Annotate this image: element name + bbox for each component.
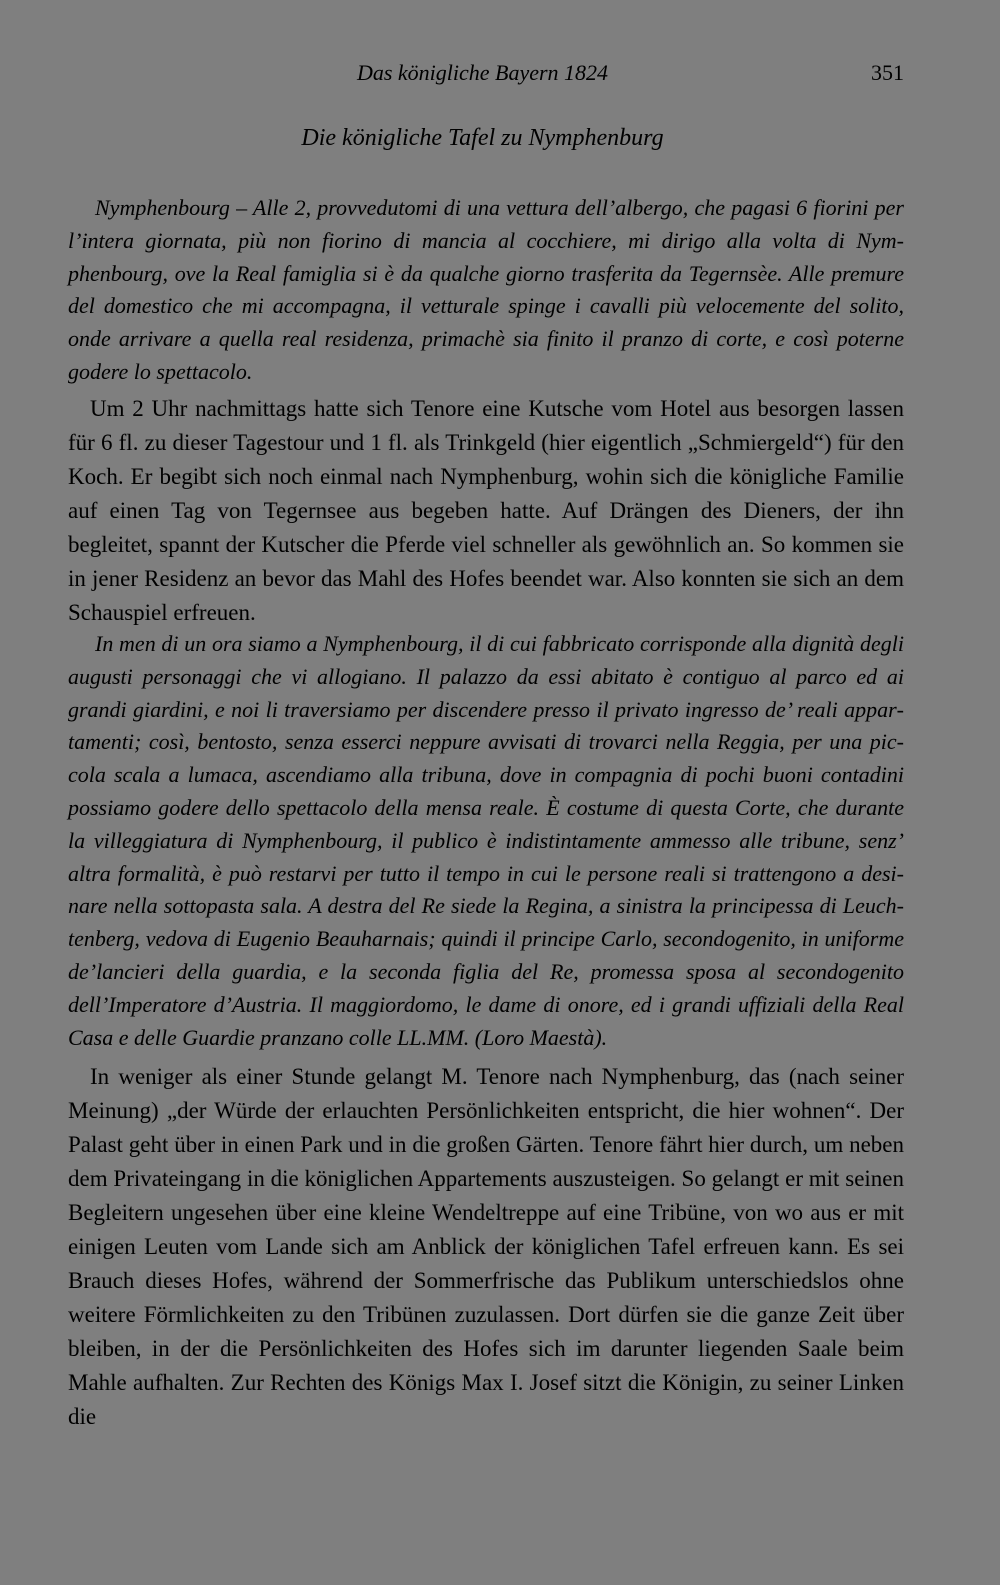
page-number: 351 bbox=[871, 60, 904, 85]
paragraph: In men di un ora siamo a Nymphenbourg, il di cui fabbricato corrisponde alla dignità degli augusti personaggi che vi allogiano. Il palazzo da essi abitato è contiguo al parco ed ai grandi giardini, e noi li traversiamo per discendere presso il privato ingresso de’ reali appartamenti; così, bentosto, senza esserci neppure avvisati di trovarci nella Reggia, per una piccola scala a lumaca, ascendiamo alla tribuna, dove in compagnia di pochi buoni contadini possiamo godere dello spettacolo della mensa reale. È costume di questa Corte, che durante la villeggiatura di Nymphenbourg, il publico è indistintamente ammesso alle tribune, senz’ altra formalità, è può restarvi per tutto il tempo in cui le persone reali si trattengono a desinare nella sottopasta sala. A destra del Re siede la Regina, a sinistra la principessa di Leuchtenberg, vedova di Eugenio Beauharnais; quindi il principe Carlo, secondogenito, in uniforme de’lancieri della guardia, e la seconda figlia del Re, promessa sposa al secondogenito dell’Imperatore d’Austria. Il maggiordomo, le dame di onore, ed i grandi uffiziali della Real Casa e delle Guardie pranzano colle LL.MM. (Loro Maestà). bbox=[68, 631, 904, 1050]
german-summary-1 bbox=[68, 392, 904, 630]
italian-quote-1 bbox=[68, 192, 904, 389]
running-head bbox=[0, 60, 1000, 92]
german-summary-2 bbox=[68, 1060, 904, 1434]
paragraph: Um 2 Uhr nachmittags hatte sich Tenore eine Kutsche vom Hotel aus besorgen lassen für 6 fl. zu dieser Tagestour und 1 fl. als Trinkgeld (hier eigentlich „Schmiergeld“) für den Koch. Er begibt sich noch einmal nach Nymphenburg, wohin sich die königliche Familie auf einen Tag von Tegernsee aus begeben hatte. Auf Drängen des Dieners, der ihn begleitet, spannt der Kutscher die Pferde viel schneller als gewöhnlich an. So kommen sie in jener Residenz an bevor das Mahl des Hofes beendet war. Also konnten sie sich an dem Schauspiel erfreuen. bbox=[68, 396, 904, 625]
section-title: Die königliche Tafel zu Nymphenburg bbox=[301, 125, 664, 151]
running-title: Das königliche Bayern 1824 bbox=[356, 60, 609, 85]
paragraph: In weniger als einer Stunde gelangt M. Tenore nach Nymphenburg, das (nach seiner Meinung) „der Würde der erlauchten Persönlichkeiten entspricht, die hier wohnen“. Der Palast geht über in einen Park und in die großen Gärten. Tenore fährt hier durch, um neben dem Privateingang in die königlichen Appartements auszusteigen. So gelangt er mit seinen Begleitern ungesehen über eine kleine Wendeltreppe auf eine Tribüne, von wo aus er mit einigen Leuten vom Lande sich am Anblick der königlichen Tafel erfreuen kann. Es sei Brauch dieses Hofes, während der Sommerfrische das Publikum unterschiedslos ohne weitere Förmlichkeiten zu den Tribünen zuzulassen. Dort dürfen sie die ganze Zeit über bleiben, in der die Persönlichkeiten des Hofes sich im darunter liegenden Saale beim Mahle aufhalten. Zur Rechten des Königs Max I. Josef sitzt die Königin, zu seiner Linken die bbox=[68, 1064, 904, 1429]
italian-quote-2 bbox=[68, 628, 904, 1054]
paragraph: Nymphenbourg – Alle 2, provvedutomi di una vettura dell’albergo, che pagasi 6 fiorini per l’intera giornata, più non fiorino di mancia al cocchiere, mi dirigo alla volta di Nymphenbourg, ove la Real famiglia si è da qualche giorno trasferita da Tegernsèe. Alle premure del domestico che mi accompagna, il vetturale spinge i cavalli più velocemente del solito, onde arrivare a quella real residenza, primachè sia finito il pranzo di corte, e così poterne godere lo spettacolo. bbox=[68, 195, 904, 384]
